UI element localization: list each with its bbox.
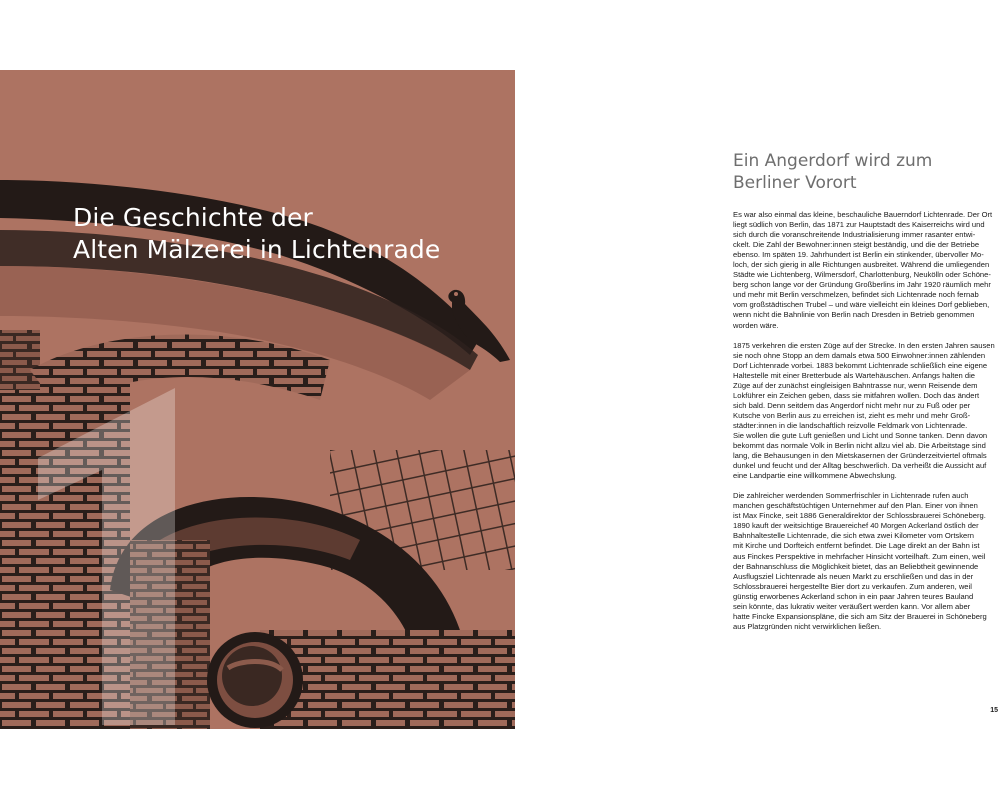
body-line: Städte wie Lichtenberg, Wilmersdorf, Charlottenburg, Neukölln oder Schöne- [733, 270, 991, 280]
body-paragraph [733, 491, 999, 632]
body-line: bekommt das normale Volk in Berlin nicht allzu viel ab. Die Arbeitstage sind [733, 441, 986, 451]
body-line: dunkel und feucht und der Alltag beschwerlich. Da verheißt die Aussicht auf [733, 461, 987, 471]
section-heading [733, 150, 932, 194]
body-line: Haltestelle mit einer Bretterbude als Wartehäuschen. Anfangs halten die [733, 370, 976, 380]
body-line: mit Kirche und Dorfteich entfernt befindet. Die Lage direkt an der Bahn ist [733, 541, 980, 551]
body-line: Schlossbrauerei hergestellte Bier dort zu verkaufen. Zum anderen, weil [733, 581, 972, 591]
chapter-title [73, 202, 440, 266]
body-line: hatte Fincke Expansionspläne, die sich am Sitz der Brauerei in Schöneberg [733, 611, 987, 621]
body-line: und mehr mit Berlin verschmelzen, befindet sich Lichtenrade noch fernab [733, 290, 979, 300]
body-text [733, 210, 999, 642]
body-line: 1890 kauft der weitsichtige Brauereichef 40 Morgen Ackerland östlich der [733, 521, 979, 531]
body-line: aus Finckes Perspektive in mehrfacher Hinsicht vorteilhaft. Zum einen, weil [733, 551, 986, 561]
body-line: wenn nicht die Bahnlinie von Berlin nach Dresden in Betrieb genommen [733, 310, 975, 320]
body-paragraph [733, 210, 999, 331]
body-line: sich durch die voranschreitende Industrialisierung immer rasanter entwi- [733, 230, 976, 240]
body-line: der Bahnanschluss die Möglichkeit bietet, das an Beliebtheit gewinnende [733, 561, 979, 571]
body-line: Bahnhaltestelle Lichtenrade, die sich etwa zwei Kilometer vom Ortskern [733, 531, 975, 541]
body-line: berg schon lange vor der Gründung Großberlins im Jahr 1920 räumlich mehr [733, 280, 991, 290]
section-heading-line-2: Berliner Vorort [733, 173, 857, 193]
section-heading-line-1: Ein Angerdorf wird zum [733, 151, 933, 171]
body-line: ist Max Fincke, seit 1886 Generaldirektor der Schlossbrauerei Schöneberg. [733, 511, 986, 521]
body-line: Dorf Lichtenrade vorbei. 1883 bekommt Lichtenrade schließlich eine eigene [733, 360, 988, 370]
chapter-photo-panel [0, 70, 515, 729]
body-line: Die zahlreicher werdenden Sommerfrischler in Lichtenrade rufen auch [733, 491, 969, 501]
chapter-title-line-2: Alten Mälzerei in Lichtenrade [73, 235, 441, 264]
body-line: Ausflugsziel Lichtenrade als neuen Markt zu erschließen und das in der [733, 571, 974, 581]
body-line: aus Platzgründen nicht verwirklichen ließen. [733, 621, 882, 631]
body-paragraph [733, 341, 999, 482]
body-line: loch, der sich gierig in alle Richtungen ausbreitet. Während die umliegenden [733, 260, 990, 270]
body-line: ebenso. Im späten 19. Jahrhundert ist Berlin ein stinkender, übervoller Mo- [733, 250, 984, 260]
body-line: vom großstädtischen Trubel – und wäre vielleicht ein kleines Dorf geblieben, [733, 300, 990, 310]
body-line: worden wäre. [733, 320, 779, 330]
chapter-title-line-1: Die Geschichte der [73, 203, 313, 232]
body-line: ckelt. Die Zahl der Bewohner:innen steigt beständig, und die der Betriebe [733, 240, 980, 250]
body-line: Lokführer ein Zeichen geben, dass sie mitfahren wollen. Doch das ändert [733, 390, 980, 400]
body-line: günstig erworbenes Ackerland schon in ein paar Jahren teures Bauland [733, 591, 974, 601]
body-line: Sie wollen die gute Luft genießen und Licht und Sonne tanken. Denn davon [733, 430, 988, 440]
body-line: Kutsche von Berlin aus zu erreichen ist, zieht es mehr und mehr Groß- [733, 410, 971, 420]
body-line: städter:innen in die landschaftlich reizvolle Feldmark von Lichtenrade. [733, 420, 968, 430]
body-line: lang, die Behausungen in den Mietskasernen der Gründerzeitviertel oftmals [733, 451, 987, 461]
body-line: sich bald. Denn seitdem das Angerdorf nicht mehr nur zu Fuß oder per [733, 400, 971, 410]
body-line: 1875 verkehren die ersten Züge auf der Strecke. In den ersten Jahren sausen [733, 340, 995, 350]
building-detail-photo [0, 70, 515, 729]
body-line: sein könnte, das lukrativ weiter veräußert werden kann. Vor allem aber [733, 601, 971, 611]
body-line: Es war also einmal das kleine, beschauliche Bauerndorf Lichtenrade. Der Ort [733, 210, 993, 219]
body-line: Züge auf der zunächst eingleisigen Bahntrasse nur, wenn Reisende dem [733, 380, 978, 390]
body-line: manchen geschäftstüchtigen Unternehmer auf den Plan. Einer von ihnen [733, 501, 978, 511]
page-number: 15 [990, 707, 998, 714]
body-line: eine Landpartie eine willkommene Abwechslung. [733, 471, 897, 481]
body-line: liegt südlich von Berlin, das 1871 zur Hauptstadt des Kaiserreichs wird und [733, 220, 985, 230]
body-line: sie noch ohne Stopp an dem damals etwa 500 Einwohner:innen zählenden [733, 350, 986, 360]
